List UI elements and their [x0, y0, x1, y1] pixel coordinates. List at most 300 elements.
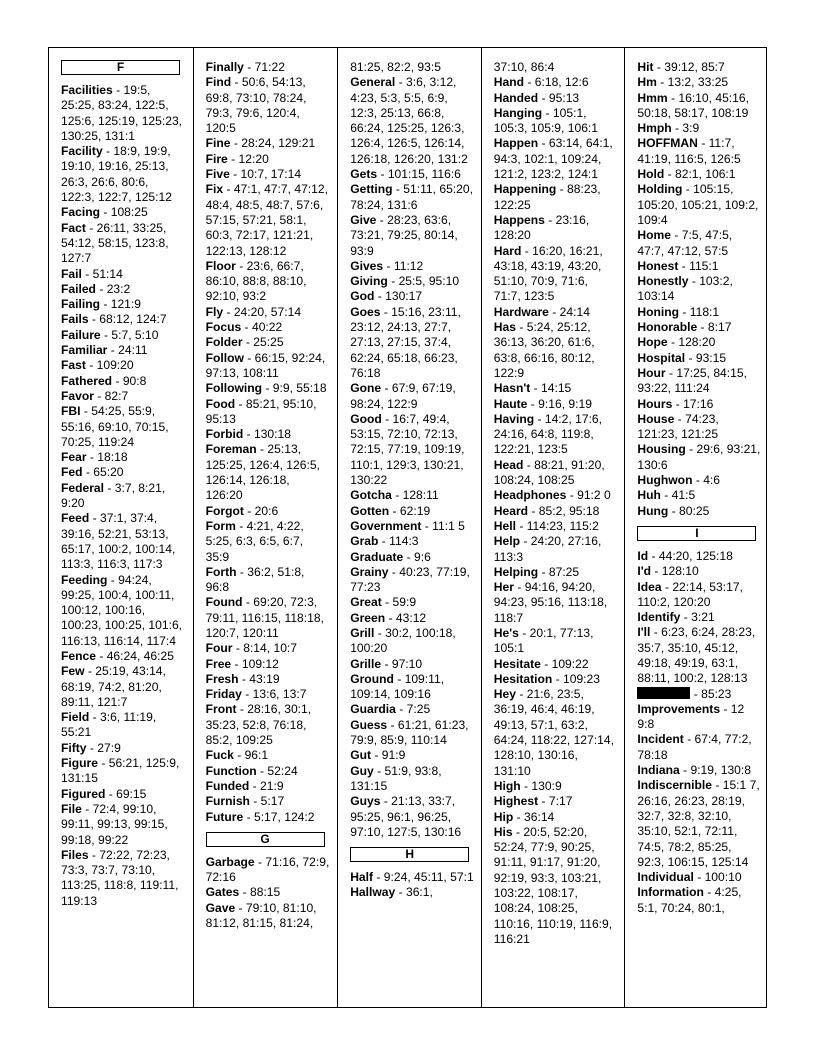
index-entry: [61, 664, 185, 710]
index-entry: [494, 825, 618, 947]
index-entry: [350, 274, 474, 289]
index-entry: [61, 343, 185, 358]
index-entry: [637, 610, 761, 625]
index-term: Fresh: [205, 671, 239, 686]
index-term: Familiar: [61, 343, 108, 358]
index-term: Figure: [61, 756, 98, 771]
index-refs: - 88:21, 91:20, 108:24, 108:25: [493, 457, 605, 488]
index-entry: [350, 60, 474, 75]
index-entry: [206, 351, 330, 382]
index-entry: [637, 870, 761, 885]
index-entry: [350, 550, 474, 565]
index-entry: [350, 657, 474, 672]
index-entry: [350, 167, 474, 182]
index-term: Favor: [61, 388, 94, 403]
index-refs: - 65:20: [82, 465, 124, 480]
index-term: Finally: [205, 60, 244, 74]
index-term: Grill: [350, 625, 375, 640]
index-entry: [206, 75, 330, 136]
index-entry: [637, 121, 761, 136]
index-entry: [350, 595, 474, 610]
index-refs: - 114:23, 115:2: [515, 518, 599, 533]
index-term: Honestly: [637, 274, 689, 289]
index-refs: - 5:17: [249, 794, 285, 809]
index-refs: - 94:24, 99:25, 100:4, 100:11, 100:12, 100:16, 100:23, 100:25, 101:6, 116:13, 116:14, 117:4: [61, 572, 183, 648]
index-refs: - 109:11, 109:14, 109:16: [350, 671, 445, 702]
index-entry: [637, 625, 761, 686]
index-term: Fails: [61, 312, 89, 327]
index-term: Hip: [493, 809, 514, 824]
index-refs: - 114:3: [378, 534, 419, 549]
index-refs: - 3:6, 3:12, 4:23, 5:3, 5:5, 6:9, 12:3, 25:13, 66:8, 66:24, 125:25, 126:3, 126:4, 126:5, 126:14, 126:18, 126:20, 131:2: [350, 75, 468, 166]
index-entry: [494, 244, 618, 305]
index-term: Gotcha: [350, 488, 392, 503]
index-term: Facing: [61, 205, 100, 220]
index-refs: - 105:1, 105:3, 105:9, 106:1: [493, 105, 599, 136]
index-term: Hold: [637, 167, 665, 182]
index-entry: [206, 259, 330, 305]
index-term: Goes: [350, 304, 381, 319]
index-refs: - 93:15: [685, 350, 727, 365]
index-term: Individual: [637, 870, 694, 885]
index-refs: - 21:6, 23:5, 36:19, 46:4, 46:19, 49:13, 57:1, 63:2, 64:24, 118:22, 127:14, 128:10, 130:16, 131:10: [493, 687, 614, 778]
index-page-frame: [48, 47, 767, 1008]
index-term: God: [350, 289, 375, 304]
index-term: Hell: [493, 518, 516, 533]
index-refs: - 14:2, 17:6, 24:16, 64:8, 119:8, 122:21, 123:5: [493, 411, 603, 457]
index-entry: [494, 381, 618, 396]
index-entry: [494, 488, 618, 503]
index-refs: - 7:17: [538, 794, 573, 809]
index-entry: [206, 657, 330, 672]
index-term: Fine: [205, 136, 231, 151]
index-refs: - 4:6: [692, 473, 721, 488]
index-term: Form: [205, 518, 236, 533]
index-term: Holding: [637, 182, 683, 197]
index-entry: [206, 687, 330, 702]
index-entry: [350, 381, 474, 412]
index-term: Garbage: [205, 854, 255, 869]
index-entry: [206, 855, 330, 886]
index-entry: [61, 573, 185, 649]
index-refs: - 51:9, 93:8, 131:15: [350, 763, 442, 793]
index-refs: - 91:9: [371, 748, 406, 763]
index-refs: - 23:2: [95, 281, 131, 296]
index-term: Graduate: [350, 549, 404, 564]
index-term: Guys: [350, 794, 381, 809]
index-term: Head: [493, 457, 524, 472]
index-column-5: [624, 48, 766, 1007]
index-term: Fast: [61, 358, 86, 373]
index-refs: - 16:10, 45:16, 50:18, 58:17, 108:19: [637, 90, 749, 120]
index-entry: [61, 221, 185, 267]
index-term: Fifty: [61, 740, 87, 755]
index-term: Fire: [205, 151, 228, 166]
index-term: Hey: [493, 687, 516, 702]
index-entry: [61, 465, 185, 480]
index-term: Hung: [637, 503, 669, 518]
index-term: Failed: [61, 281, 96, 296]
index-entry: [637, 732, 761, 763]
index-refs: - 128:20: [667, 335, 716, 350]
index-refs: - 4:21, 4:22, 5:25, 6:3, 6:5, 6:7, 35:9: [205, 518, 304, 564]
index-refs: - 6:23, 6:24, 28:23, 35:7, 35:10, 45:12, 49:18, 49:19, 63:1, 88:11, 100:2, 128:13: [637, 625, 756, 686]
index-term: Handed: [493, 90, 539, 105]
index-entry: [637, 763, 761, 778]
index-refs: - 7:25: [395, 702, 431, 717]
index-refs: - 128:10: [651, 564, 699, 579]
index-entry: [494, 412, 618, 458]
index-term: I'll: [637, 625, 651, 640]
index-refs: - 128:11: [391, 488, 439, 503]
index-term: Honorable: [637, 320, 698, 335]
index-refs: - 25:13, 125:25, 126:4, 126:5, 126:14, 126:18, 126:20: [205, 442, 320, 503]
index-term: Having: [493, 411, 535, 426]
index-entry: [61, 205, 185, 220]
index-entry: [350, 412, 474, 488]
index-term: Fact: [61, 220, 86, 235]
index-term: Id: [637, 548, 649, 563]
index-term: Floor: [205, 258, 236, 273]
index-term: Front: [205, 702, 237, 717]
index-entry: [206, 565, 330, 596]
index-refs: - 40:23, 77:19, 77:23: [350, 564, 470, 595]
index-term: Field: [61, 710, 90, 725]
index-term: General: [350, 75, 396, 90]
index-term: Helping: [493, 564, 539, 579]
index-refs: - 20:5, 52:20, 52:24, 77:9, 90:25, 91:11, 91:17, 91:20, 92:19, 93:3, 103:21, 103:22, 108:17, 108:24, 108:25, 110:16, 110:19, 116:9, 116:21: [493, 824, 613, 946]
index-entry: [350, 885, 474, 900]
index-term: Giving: [350, 274, 388, 289]
index-entry: [61, 328, 185, 343]
index-term: Federal: [61, 480, 105, 495]
index-term: Great: [350, 595, 382, 610]
index-term: Gut: [350, 748, 372, 763]
index-entry: [350, 488, 474, 503]
index-refs: - 109:22: [540, 656, 589, 671]
index-entry: [206, 764, 330, 779]
index-entry: [494, 75, 618, 90]
index-refs: - 109:20: [85, 358, 134, 373]
index-term: Guess: [350, 717, 388, 732]
index-entry: [637, 397, 761, 412]
index-term: Hope: [637, 335, 668, 350]
index-refs: - 121:9: [99, 297, 141, 312]
index-term: Government: [350, 518, 422, 533]
index-refs: - 130:18: [243, 427, 291, 442]
index-refs: - 80:25: [668, 503, 710, 518]
index-refs: - 103:2, 103:14: [637, 274, 733, 304]
index-entry: [637, 442, 761, 473]
index-term: Fed: [61, 465, 83, 480]
index-refs: - 94:16, 94:20, 94:23, 95:16, 113:18, 118:7: [493, 580, 608, 625]
index-entry: [494, 136, 618, 182]
index-entry: [637, 687, 761, 702]
index-term: Forgot: [205, 503, 244, 518]
index-entry: [61, 267, 185, 282]
index-refs: - 44:20, 125:18: [648, 548, 733, 563]
index-entry: [637, 136, 761, 167]
index-entry: [350, 259, 474, 274]
index-entry: [350, 565, 474, 596]
index-term: Happens: [493, 212, 545, 227]
index-term: Food: [205, 396, 236, 411]
index-refs: - 6:18, 12:6: [524, 75, 589, 90]
index-refs: - 72:22, 72:23, 73:3, 73:7, 73:10, 113:25, 118:8, 119:11, 119:13: [61, 847, 179, 908]
index-entry: [637, 167, 761, 182]
index-term: Find: [205, 75, 232, 90]
index-term: Figured: [61, 786, 106, 801]
index-refs: - 9:16, 9:19: [527, 396, 592, 411]
index-entry: [206, 901, 330, 932]
index-column-3: [337, 48, 481, 1007]
index-term: Information: [637, 885, 704, 900]
index-entry: [637, 60, 761, 75]
index-entry: [637, 549, 761, 564]
index-refs: - 17:16: [672, 396, 714, 411]
section-header-i: I: [637, 526, 756, 541]
index-refs: - 85:2, 95:18: [528, 503, 600, 518]
index-entry: [637, 580, 761, 611]
index-entry: [637, 91, 761, 122]
index-refs: - 43:19: [238, 671, 280, 686]
index-entry: [206, 335, 330, 350]
index-term: File: [61, 801, 82, 816]
index-term: Give: [350, 212, 377, 227]
index-term: Identify: [637, 610, 681, 625]
section-header-g: G: [206, 832, 325, 847]
index-refs: - 68:12, 124:7: [88, 312, 167, 327]
index-term: Fix: [205, 182, 224, 197]
index-refs: - 67:9, 67:19, 98:24, 122:9: [350, 381, 456, 411]
index-refs: - 88:15: [239, 885, 281, 900]
index-refs: - 9:24, 45:11, 57:1: [373, 870, 474, 885]
index-refs: - 27:9: [86, 740, 121, 755]
index-refs: - 21:9: [249, 778, 284, 793]
index-entry: [637, 228, 761, 259]
index-refs: - 63:14, 64:1, 94:3, 102:1, 109:24, 121:2, 123:2, 124:1: [493, 136, 613, 182]
index-refs: - 59:9: [381, 595, 417, 610]
index-term: Green: [350, 610, 386, 625]
index-entry: [206, 381, 330, 396]
index-term: Fail: [61, 266, 82, 281]
index-refs: - 36:1,: [395, 885, 433, 900]
index-entry: [494, 320, 618, 381]
index-refs: - 79:10, 81:10, 81:12, 81:15, 81:24,: [205, 900, 317, 931]
index-term: Haute: [493, 396, 528, 411]
index-refs: - 88:23, 122:25: [493, 182, 601, 212]
index-entry: [637, 259, 761, 274]
index-term: HOFFMAN: [637, 136, 698, 151]
index-column-2: [193, 48, 338, 1007]
index-refs: - 3:9: [671, 121, 700, 136]
index-entry: [206, 152, 330, 167]
index-entry: [494, 794, 618, 809]
index-refs: - 95:13: [538, 90, 580, 105]
index-entry: [494, 580, 618, 626]
index-refs: - 7:5, 47:5, 47:7, 47:12, 57:5: [637, 228, 733, 258]
index-refs: - 11:7, 41:19, 116:5, 126:5: [637, 136, 741, 166]
index-term: Gives: [350, 258, 384, 273]
index-term: Gave: [205, 900, 236, 915]
index-term: He's: [493, 625, 519, 640]
index-term: Hasn't: [493, 381, 531, 396]
index-refs: - 130:9: [520, 778, 562, 793]
index-term: Incident: [637, 732, 684, 747]
index-entry: [494, 213, 618, 244]
index-entry: [494, 106, 618, 137]
index-refs: - 130:17: [374, 289, 423, 304]
index-entry: [206, 702, 330, 748]
index-refs: - 67:4, 77:2, 78:18: [637, 732, 752, 762]
index-refs: - 3:6, 11:19, 55:21: [61, 710, 157, 740]
index-refs: - 82:1, 106:1: [664, 167, 736, 182]
index-entry: [206, 504, 330, 519]
index-entry: [206, 442, 330, 503]
index-term: Files: [61, 847, 89, 862]
index-refs: - 24:20, 27:16, 113:3: [493, 534, 602, 564]
index-term: Good: [350, 411, 382, 426]
index-entry: [61, 389, 185, 404]
index-term: Hanging: [493, 105, 543, 120]
index-refs: - 61:21, 61:23, 79:9, 85:9, 110:14: [350, 717, 469, 748]
index-term: Hardware: [493, 304, 549, 319]
index-entry: [206, 794, 330, 809]
index-term: Highest: [493, 794, 539, 809]
index-entry: [494, 91, 618, 106]
index-refs: - 14:15: [530, 381, 572, 396]
index-term: Hour: [637, 365, 666, 380]
index-refs: - 22:14, 53:17, 110:2, 120:20: [637, 579, 743, 609]
index-refs: - 4:25, 5:1, 70:24, 80:1,: [637, 885, 742, 915]
index-refs: - 100:10: [693, 870, 742, 885]
index-refs: - 18:9, 19:9, 19:10, 19:16, 25:13, 26:3, 26:6, 80:6, 122:3, 122:7, 125:12: [61, 144, 172, 205]
index-refs: - 9:19, 130:8: [679, 763, 751, 778]
index-term: Hmm: [637, 90, 668, 105]
index-term: Feeding: [61, 572, 108, 587]
index-entry: [61, 144, 185, 205]
index-term: Fathered: [61, 373, 113, 388]
index-entry: [61, 848, 185, 909]
index-entry: [206, 885, 330, 900]
index-entry: [637, 504, 761, 519]
index-term: Hand: [493, 75, 525, 90]
index-term: Has: [493, 320, 516, 335]
index-refs: - 15:16, 23:11, 23:12, 24:13, 27:7, 27:13, 27:15, 37:4, 62:24, 65:18, 66:23, 76:18: [350, 304, 461, 380]
index-entry: [206, 305, 330, 320]
index-refs: - 52:24: [256, 763, 298, 778]
index-term: Hesitate: [493, 656, 541, 671]
index-entry: [350, 504, 474, 519]
index-entry: [61, 649, 185, 664]
index-term: Happening: [493, 182, 557, 197]
index-refs: - 36:14: [513, 809, 555, 824]
index-term: Headphones: [493, 488, 567, 503]
index-term: Improvements: [637, 701, 721, 716]
index-refs: - 25:19, 43:14, 68:19, 74:2, 81:20, 89:11, 121:7: [61, 664, 166, 709]
index-refs: - 12:20: [227, 151, 269, 166]
index-entry: [637, 488, 761, 503]
index-refs: - 25:5, 95:10: [387, 274, 460, 289]
index-term: House: [637, 411, 675, 426]
index-entry: [206, 167, 330, 182]
index-refs: - 105:15, 105:20, 105:21, 109:2, 109:4: [637, 182, 759, 227]
index-term: Failure: [61, 327, 101, 342]
index-term: Fence: [61, 648, 96, 663]
index-term: Hmph: [637, 121, 672, 136]
index-term: Feed: [61, 511, 90, 526]
index-term: Her: [493, 580, 514, 595]
index-term: Hesitation: [493, 671, 553, 686]
index-entry: [637, 351, 761, 366]
index-refs: - 9:6: [403, 549, 431, 564]
index-entry: [350, 748, 474, 763]
index-term: Home: [637, 228, 671, 243]
index-entry: [61, 787, 185, 802]
index-refs: - 13:2, 33:25: [656, 75, 729, 90]
index-term: Following: [205, 381, 263, 396]
index-refs: - 41:5: [660, 488, 696, 503]
index-term: Honing: [637, 304, 680, 319]
index-refs: - 26:11, 33:25, 54:12, 58:15, 123:8, 127:7: [61, 220, 169, 266]
index-refs: - 39:12, 85:7: [653, 60, 725, 74]
index-entry: [61, 282, 185, 297]
index-entry: [494, 504, 618, 519]
index-refs: - 12 9:8: [637, 701, 745, 732]
index-entry: [350, 213, 474, 259]
index-term: Hours: [637, 396, 673, 411]
index-entry: [61, 450, 185, 465]
index-entry: [494, 626, 618, 657]
index-refs: - 28:16, 30:1, 35:23, 52:8, 76:18, 85:2, 109:25: [205, 702, 312, 748]
index-entry: [494, 810, 618, 825]
index-term: Gates: [205, 885, 240, 900]
index-term: Hit: [637, 60, 654, 74]
index-refs: - 72:4, 99:10, 99:11, 99:13, 99:15, 99:18, 99:22: [61, 801, 168, 847]
index-refs: - 51:11, 65:20, 78:24, 131:6: [350, 182, 473, 212]
index-term: High: [493, 778, 521, 793]
index-refs: - 23:6, 66:7, 86:10, 88:8, 88:10, 92:10, 93:2: [205, 258, 307, 304]
index-term: Focus: [205, 320, 242, 335]
index-term: Five: [205, 167, 230, 182]
index-refs: - 90:8: [112, 373, 147, 388]
index-entry: [637, 778, 761, 870]
index-refs: - 20:1, 77:13, 105:1: [493, 625, 594, 656]
index-term: Housing: [637, 442, 686, 457]
index-entry: [61, 312, 185, 327]
index-entry: [494, 458, 618, 489]
index-entry: [637, 702, 761, 733]
index-refs: - 30:2, 100:18, 100:20: [350, 625, 456, 656]
index-entry: [61, 802, 185, 848]
index-term: Few: [61, 664, 85, 679]
index-entry: [350, 519, 474, 534]
index-refs: - 118:1: [679, 304, 720, 319]
index-entry: [637, 274, 761, 305]
index-refs: - 46:24, 46:25: [95, 648, 174, 663]
index-refs: - 71:22: [243, 60, 285, 74]
index-entry: [206, 641, 330, 656]
index-entry: [206, 182, 330, 258]
index-refs: - 82:7: [93, 388, 129, 403]
index-entry: [350, 626, 474, 657]
index-term: Indiscernible: [637, 778, 712, 793]
index-term: Huh: [637, 488, 661, 503]
index-term: Fuck: [205, 748, 234, 763]
index-refs: - 71:16, 72:9, 72:16: [205, 854, 330, 885]
index-term: Foreman: [205, 442, 257, 457]
index-entry: [61, 481, 185, 512]
